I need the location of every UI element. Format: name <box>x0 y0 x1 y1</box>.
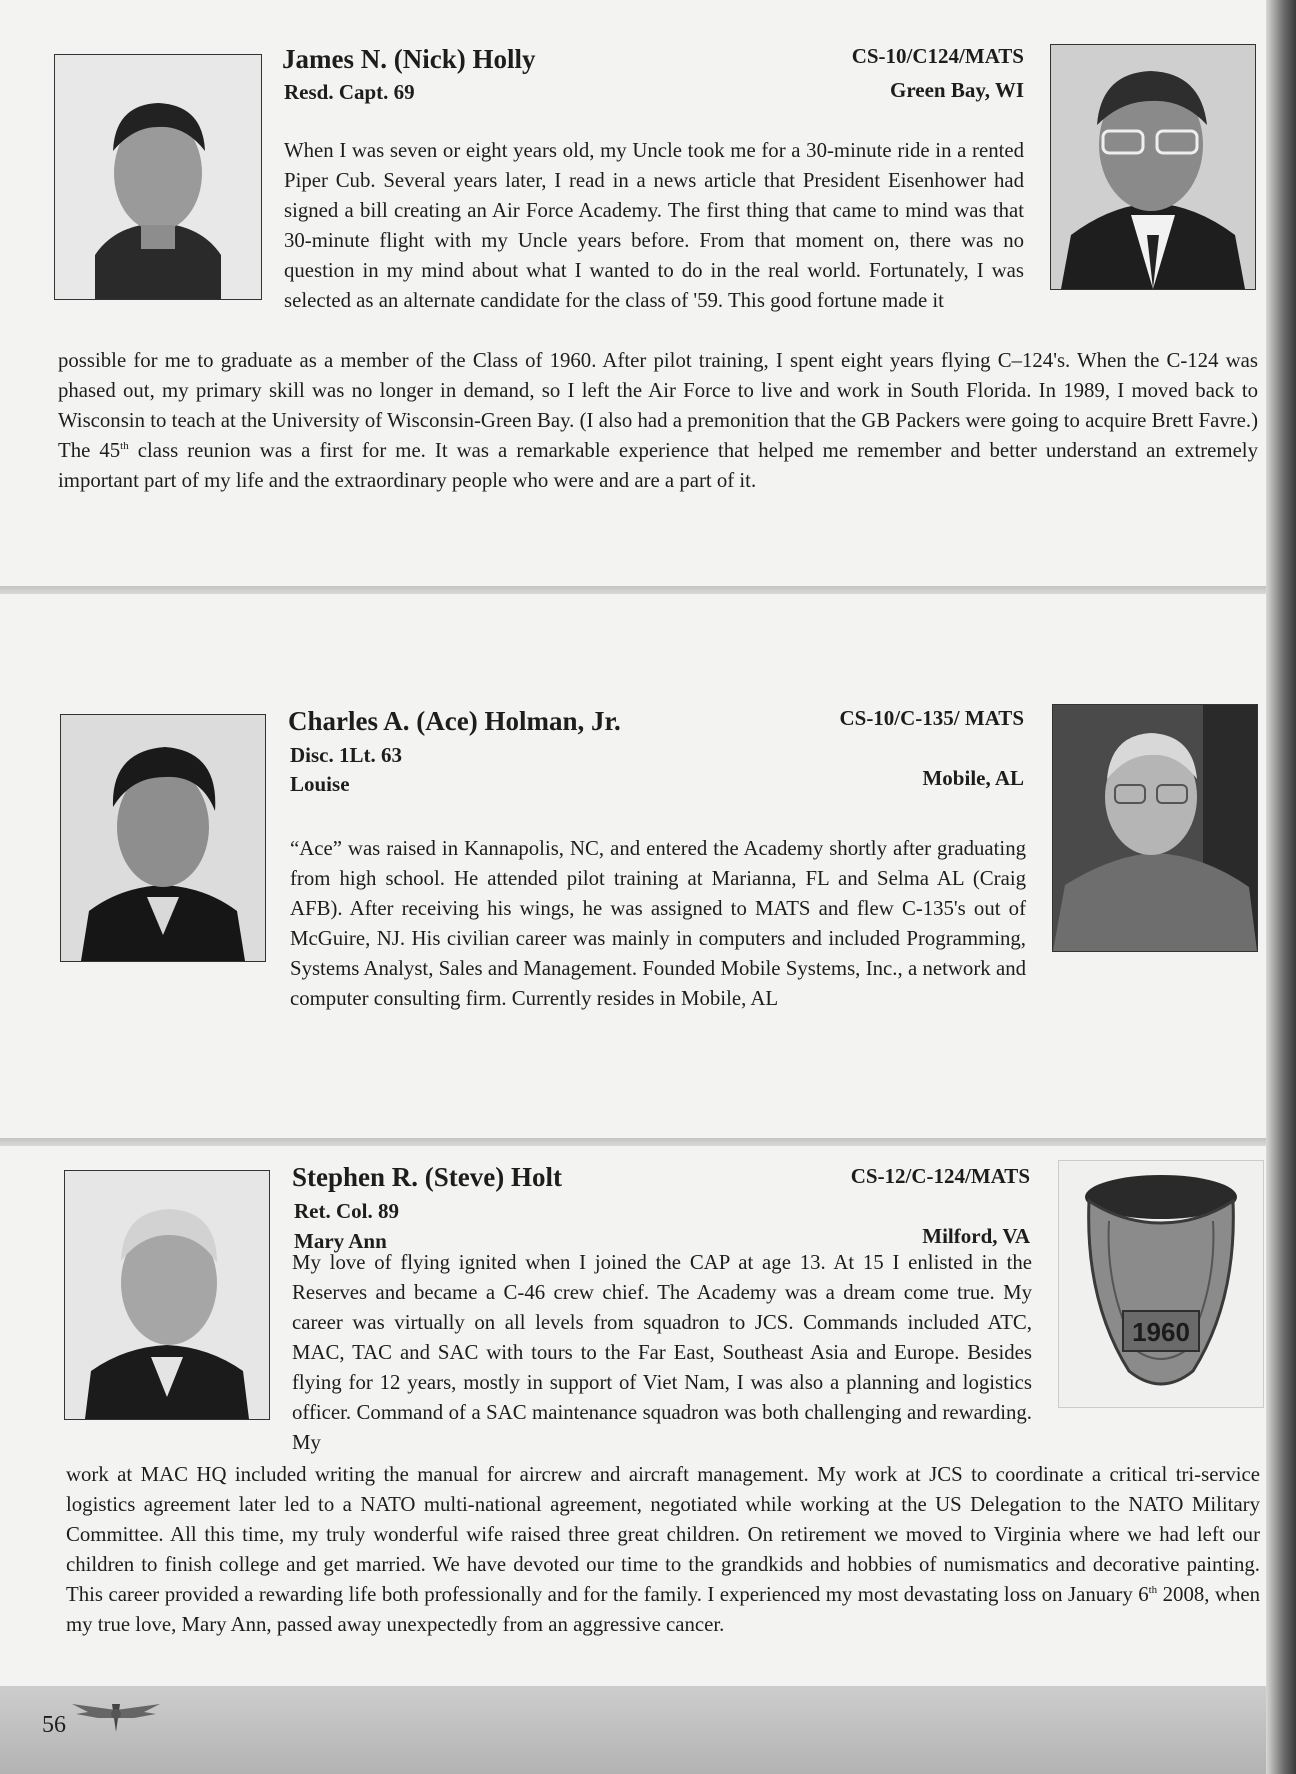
ring-year: 1960 <box>1132 1317 1190 1347</box>
ordinal-suffix: th <box>1148 1584 1158 1597</box>
member-assignment: CS-10/C124/MATS <box>851 44 1024 68</box>
member-name: Charles A. (Ace) Holman, Jr. <box>288 706 621 736</box>
member-biography-continued <box>66 1460 1260 1640</box>
class-ring-photo <box>1058 1160 1264 1408</box>
member-rank: Disc. 1Lt. 63 <box>290 743 402 767</box>
member-assignment: CS-12/C-124/MATS <box>850 1164 1030 1188</box>
cadet-portrait-photo <box>64 1170 270 1420</box>
bio-text: possible for me to graduate as a member of the Class of 1960. After pilot training, I spent eight years flying C–124's. When the C-124 was phased out, my primary skill was no longer in demand, so I left the Air Force to live and work in South Florida. In 1989, I moved back to Wisconsin to teach at the University of Wisconsin-Green Bay. (I also had a premonition that the GB Packers were going to acquire Brett Favre.) The 45 <box>58 349 1258 462</box>
member-rank: Resd. Capt. 69 <box>284 80 415 104</box>
member-biography-continued <box>58 346 1258 496</box>
section-divider <box>0 1138 1266 1146</box>
current-portrait-photo <box>1052 704 1258 952</box>
ordinal-suffix: th <box>120 440 129 453</box>
member-name: James N. (Nick) Holly <box>282 44 536 74</box>
member-biography: “Ace” was raised in Kannapolis, NC, and entered the Academy shortly after graduating from high school. He attended pilot training at Marianna, FL and Selma AL (Craig AFB). After receiving his wings, he was assigned to MATS and flew C-135's out of McGuire, NJ. His civilian career was mainly in computers and included Programming, Systems Analyst, Sales and Management. Founded Mobile Systems, Inc., a network and computer consulting firm. Currently resides in Mobile, AL <box>290 837 1026 1010</box>
member-location: Mobile, AL <box>922 766 1024 790</box>
current-portrait-photo <box>1050 44 1256 290</box>
member-rank: Ret. Col. 89 <box>294 1199 399 1223</box>
member-location: Milford, VA <box>922 1224 1030 1248</box>
member-spouse: Louise <box>290 772 350 796</box>
member-biography: When I was seven or eight years old, my Uncle took me for a 30-minute ride in a rented Piper Cub. Several years later, I read in a news article that President Eisenhower had signed a bill creating an Air Force Academy. The first thing that came to mind was that 30-minute flight with my Uncle years before. From that moment on, there was no question in my mind about what I wanted to do in the real world. Fortunately, I was selected as an alternate candidate for the class of '59. This good fortune made it <box>284 139 1024 312</box>
member-location: Green Bay, WI <box>890 78 1024 102</box>
page-number: 56 <box>42 1712 66 1738</box>
bio-text: 2008, when my true love, Mary Ann, passed away unexpectedly from an aggressive cancer. <box>66 1583 1260 1636</box>
member-biography: My love of flying ignited when I joined the CAP at age 13. At 15 I enlisted in the Reserves and became a C-46 crew chief. The Academy was a dream come true. My career was virtually on all levels from squadron to JCS. Commands included ATC, MAC, TAC and SAC with tours to the Far East, Southeast Asia and Europe. Besides flying for 12 years, mostly in support of Viet Nam, I was also a planning and logistics officer. Command of a SAC maintenance squadron was both challenging and rewarding. My <box>292 1251 1032 1454</box>
section-divider <box>0 586 1266 594</box>
wings-emblem-icon <box>68 1696 164 1736</box>
bio-text: class reunion was a first for me. It was a remarkable experience that helped me remember and better understand an extremely important part of my life and the extraordinary people who were and are a part of it. <box>58 439 1258 492</box>
member-assignment: CS-10/C-135/ MATS <box>839 706 1024 730</box>
member-spouse: Mary Ann <box>294 1229 387 1253</box>
cadet-portrait-photo <box>60 714 266 962</box>
bio-text: work at MAC HQ included writing the manual for aircrew and aircraft management. My work at JCS to coordinate a critical tri-service logistics agreement later led to a NATO multi-national agreement, negotiated while working at the US Delegation to the NATO Military Committee. All this time, my truly wonderful wife raised three great children. On retirement we moved to Virginia where we had left our children to finish college and get married. We have devoted our time to the grandkids and hobbies of numismatics and decorative painting. This career provided a rewarding life both professionally and for the family. I experienced my most devastating loss on January 6 <box>66 1463 1260 1606</box>
book-spine-shadow <box>1266 0 1296 1774</box>
cadet-portrait-photo <box>54 54 262 300</box>
member-name: Stephen R. (Steve) Holt <box>292 1162 562 1192</box>
page-footer-band <box>0 1686 1266 1774</box>
